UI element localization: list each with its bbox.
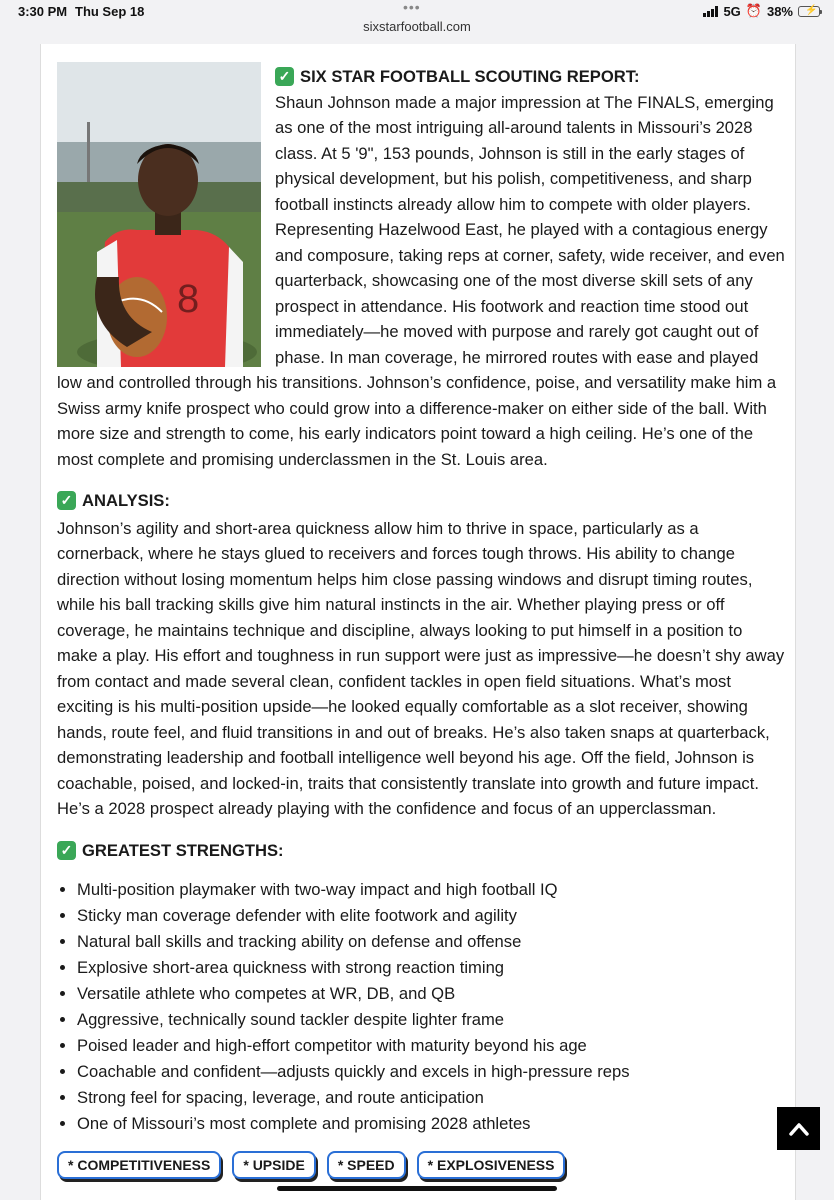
strengths-title: GREATEST STRENGTHS: [82,840,284,860]
analysis-title: ANALYSIS: [82,491,170,510]
scroll-to-top-button[interactable] [777,1107,820,1150]
battery-label: 38% [766,3,793,19]
analysis-heading [57,488,785,514]
list-item: • Poised leader and high-effort competitor with maturity beyond his age [77,1033,785,1059]
tag-list [57,1151,565,1179]
report-title: SIX STAR FOOTBALL SCOUTING REPORT: [300,67,640,86]
multitask-dots-icon[interactable]: ••• [403,0,421,15]
signal-icon [703,6,718,17]
list-item: • Aggressive, technically sound tackler despite lighter frame [77,1007,785,1033]
analysis-section [57,488,785,822]
analysis-body: Johnson’s agility and short-area quickness allow him to thrive in space, particularly as a cornerback, where he stays glued to receivers and forces tough throws. His ability to change direction without losing momentum helps him close passing windows and disrupt timing routes, while his ball tracking skills give him natural instincts in the air. Whether playing press or off coverage, he maintains technique and discipline, always looking to put himself in a position to make a play. His effort and toughness in run support were just as impressive—he doesn’t shy away from contact and made several clean, confident tackles in open field situations. What’s most exciting is his multi-position upside—he looked equally comfortable as a slot receiver, showing hands, route feel, and fluid transitions in and out of breaks. He’s also taken snaps at quarterback, demonstrating leadership and football intelligence well beyond his age. Off the field, Johnson is coachable, poised, and locked-in, traits that consistently translate into growth and future impact. He’s a 2028 prospect already playing with the confidence and focus of an upperclassman. [57,518,785,818]
address-url[interactable]: sixstarfootball.com [363,19,471,34]
report-heading [275,64,785,90]
status-right [703,3,820,19]
list-item: • Multi-position playmaker with two-way impact and high football IQ [77,877,785,903]
list-item: • Sticky man coverage defender with elite footwork and agility [77,903,785,929]
alarm-icon: ⏰ [745,3,762,18]
svg-text:8: 8 [177,277,200,321]
list-item: • Coachable and confident—adjusts quickly and excels in high-pressure reps [77,1059,785,1085]
strengths-section [57,838,785,1138]
network-label: 5G [723,3,741,19]
status-time: 3:30 PM [18,4,68,19]
home-indicator[interactable] [277,1186,557,1191]
list-item: • Strong feel for spacing, leverage, and route anticipation [77,1085,785,1111]
photo-spacer [57,64,261,369]
strengths-heading [57,838,785,864]
status-date: Thu Sep 18 [75,4,145,19]
tag-explosiveness[interactable]: * EXPLOSIVENESS [417,1151,566,1179]
tag-competitiveness[interactable]: * COMPETITIVENESS [57,1151,221,1179]
list-item: • Versatile athlete who competes at WR, DB, and QB [77,981,785,1007]
list-item: • One of Missouri’s most complete and promising 2028 athletes [77,1111,785,1137]
charging-icon: ⚡ [805,4,818,16]
arrow-up-icon [789,1122,809,1136]
article-content [57,64,785,1137]
check-square-icon: ✓ [57,491,76,510]
report-body: Shaun Johnson made a major impression at The FINALS, emerging as one of the most intriguing all-around talents in Missouri’s 2028 class. At 5 '9", 153 pounds, Johnson is still in the early stages of physical development, but his polish, competitiveness, and sharp football instincts already allow him to compete with older players. Representing Hazelwood East, he played with a contagious energy and composure, taking reps at corner, safety, wide receiver, and even quarterback, showcasing one of the most diverse skill sets of any prospect in attendance. His footwork and reaction time stood out immediately—he moved with purpose and rarely got caught out of phase. In man coverage, he mirrored routes with ease and played low and controlled through his transitions. Johnson’s confidence, poise, and versatility make him a Swiss army knife prospect who could grow into a difference-maker on either side of the ball. With more size and strength to come, his early indicators point toward a high ceiling. He’s one of the most complete and promising underclassmen in the St. Louis area. [57,92,785,469]
battery-icon [798,6,820,17]
list-item: • Explosive short-area quickness with strong reaction timing [77,955,785,981]
article-card [40,44,796,1200]
tag-speed[interactable]: * SPEED [327,1151,406,1179]
check-square-icon: ✓ [57,841,76,860]
list-item: • Natural ball skills and tracking ability on defense and offense [77,929,785,955]
tag-upside[interactable]: * UPSIDE [232,1151,315,1179]
check-square-icon: ✓ [275,67,294,86]
strengths-list [57,877,785,1137]
